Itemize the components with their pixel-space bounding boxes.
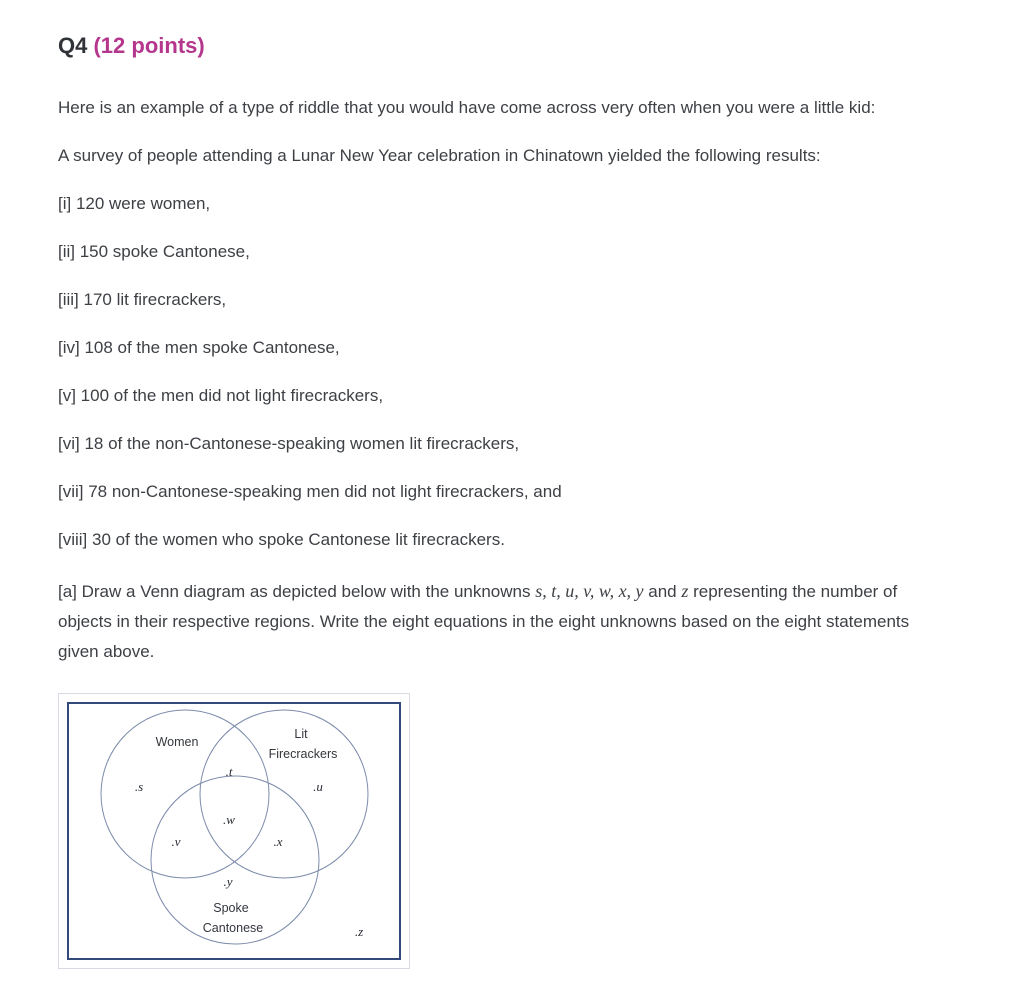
statement-ii: [ii] 150 spoke Cantonese, [58,242,250,261]
part-a-lead: [a] Draw a Venn diagram as depicted below with the unknowns [58,582,536,601]
region-label-t: .t [225,764,233,779]
question-title [58,34,944,58]
label-cantonese-line2: Cantonese [202,921,264,935]
part-a-paragraph [58,576,944,667]
region-label-z: .z [354,924,364,939]
region-label-w: .w [223,812,235,827]
part-a-variables: s, t, u, v, w, x, y [535,581,644,601]
part-a-rest: representing the number of objects in their respective regions. Write the eight equations in the eight unknowns based on the eight statements given above. [58,582,910,661]
circle-lit-firecrackers [200,710,368,878]
statement-v: [v] 100 of the men did not light firecrackers, [58,386,384,405]
label-women: Women [155,735,199,749]
question-number: Q4 [58,33,88,58]
label-lit-line2: Firecrackers [268,747,338,761]
statement-vii: [vii] 78 non-Cantonese-speaking men did not light firecrackers, and [58,482,562,501]
venn-border-box [67,702,401,960]
circle-spoke-cantonese [151,776,319,944]
region-label-s: .s [134,779,144,794]
region-label-x: .x [273,834,283,849]
part-a-variable-z: z [681,581,689,601]
venn-diagram [69,704,399,958]
region-label-v: .v [171,834,181,849]
statement-iii: [iii] 170 lit firecrackers, [58,290,227,309]
venn-diagram-figure [58,693,410,969]
label-cantonese-line1: Spoke [213,901,249,915]
statement-i: [i] 120 were women, [58,194,211,213]
part-a-conjunction: and [643,582,682,601]
survey-paragraph: A survey of people attending a Lunar New Year celebration in Chinatown yielded the following results: [58,146,821,165]
region-label-y: .y [223,874,233,889]
question-points: (12 points) [93,33,205,58]
statement-iv: [iv] 108 of the men spoke Cantonese, [58,338,340,357]
statement-viii: [viii] 30 of the women who spoke Cantonese lit firecrackers. [58,530,505,549]
statement-vi: [vi] 18 of the non-Cantonese-speaking women lit firecrackers, [58,434,520,453]
label-lit-line1: Lit [294,727,308,741]
region-label-u: .u [313,779,323,794]
intro-paragraph: Here is an example of a type of riddle that you would have come across very often when you were a little kid: [58,98,876,117]
